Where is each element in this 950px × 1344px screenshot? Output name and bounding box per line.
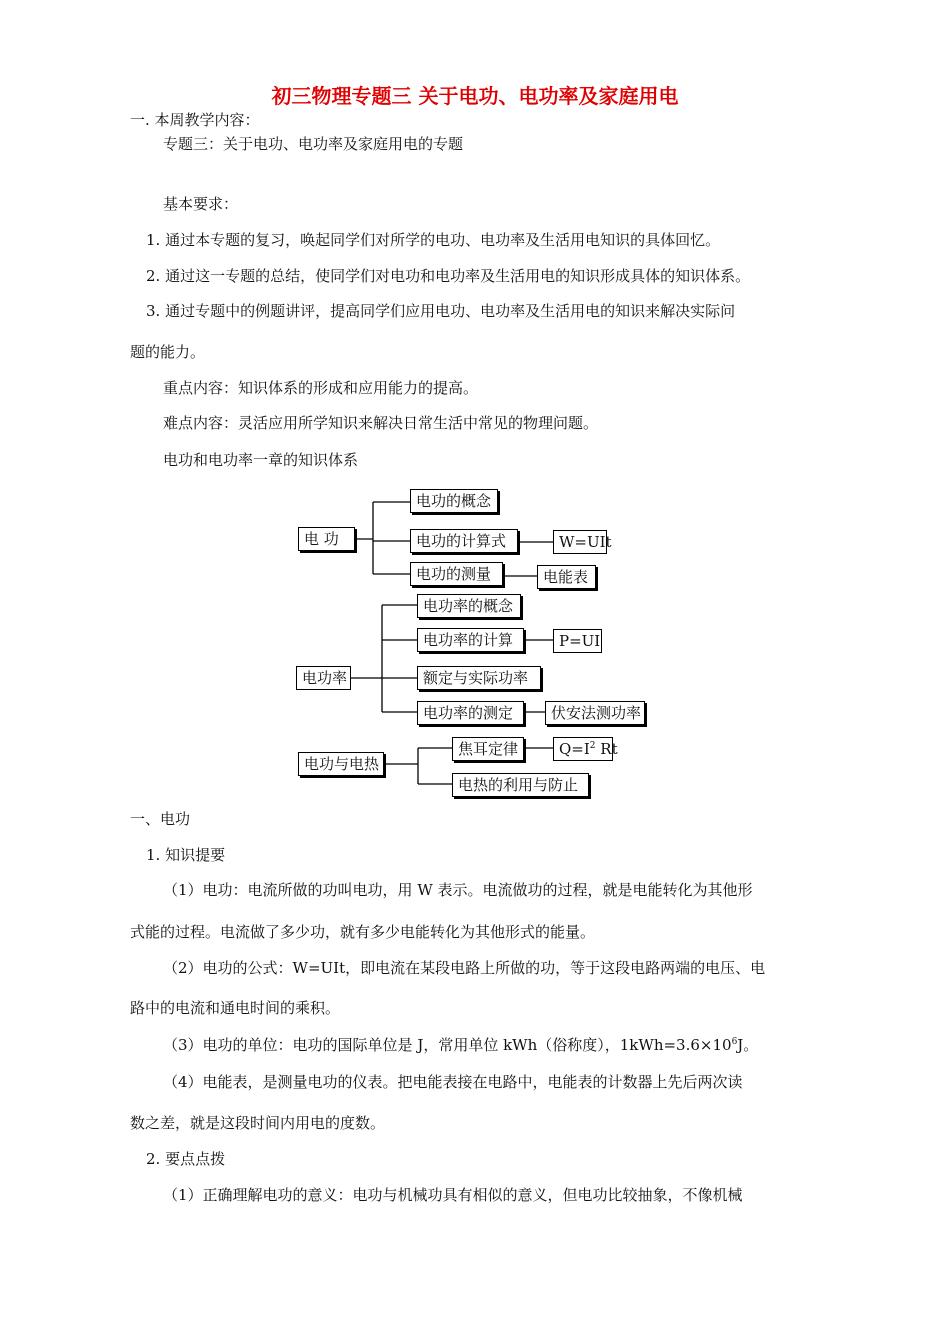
node-rated-actual-power: 额定与实际功率 [417,666,541,690]
node-power-concept: 电功率的概念 [417,594,521,618]
page-title: 初三物理专题三 关于电功、电功率及家庭用电 [271,84,679,108]
paragraph-5a: （1）正确理解电功的意义：电功与机械功具有相似的意义，但电功比较抽象，不像机械 [163,1186,743,1204]
paragraph-4b: 数之差，就是这段时间内用电的度数。 [130,1114,386,1132]
topic-line: 专题三：关于电功、电功率及家庭用电的专题 [163,135,464,153]
node-heat-use-prevention: 电热的利用与防止 [452,773,589,797]
difficult-content: 难点内容：灵活应用所学知识来解决日常生活中常见的物理问题。 [163,414,599,432]
paragraph-1b: 式能的过程。电流做了多少功，就有多少电能转化为其他形式的能量。 [130,923,596,941]
key-content: 重点内容：知识体系的形成和应用能力的提高。 [163,379,479,397]
paragraph-3-unit: J。 [737,1036,759,1054]
requirement-1: 1. 通过本专题的复习，唤起同学们对所学的电功、电功率及生活用电知识的具体回忆。 [146,231,721,249]
requirement-2: 2. 通过这一专题的总结，使同学们对电功和电功率及生活用电的知识形成具体的知识体系。 [146,267,751,285]
basic-requirements-label: 基本要求： [163,195,239,213]
section-heading-electric-work: 一、电功 [130,810,191,828]
paragraph-1a: （1）电功：电流所做的功叫电功，用 W 表示。电流做功的过程，就是电能转化为其他形 [163,881,753,899]
node-work-measurement: 电功的测量 [410,562,503,586]
formula-q-i2rt [553,737,618,761]
node-electric-power: 电功率 [296,666,351,690]
paragraph-3-exponent: 6 [731,1037,738,1047]
paragraph-2b: 路中的电流和通电时间的乘积。 [130,999,341,1017]
paragraph-2a: （2）电功的公式：W=UIt，即电流在某段电路上所做的功，等于这段电路两端的电压、电 [163,959,766,977]
node-power-measurement: 电功率的测定 [417,701,524,725]
node-electric-work: 电 功 [298,527,355,551]
node-joule-law: 焦耳定律 [452,737,524,761]
formula-q-tail: Rt [595,740,618,758]
formula-p-ui: P=UI [553,629,602,653]
subheading-knowledge-summary: 1. 知识提要 [146,846,226,864]
formula-w-uit: W=UIt [553,530,607,554]
node-energy-meter: 电能表 [537,565,596,589]
requirement-3b: 题的能力。 [130,343,206,361]
knowledge-system-title: 电功和电功率一章的知识体系 [163,451,359,469]
formula-q-base: Q=I [559,740,590,758]
node-voltammetry-method: 伏安法测功率 [545,701,645,725]
formula-q-exponent: 2 [589,741,596,751]
requirement-3a: 3. 通过专题中的例题讲评，提高同学们应用电功、电功率及生活用电的知识来解决实际问 [146,302,736,320]
paragraph-3 [163,1035,758,1055]
paragraph-3-text: （3）电功的单位：电功的国际单位是 J，常用单位 kWh（俗称度），1kWh=3.6×10 [163,1036,732,1054]
node-work-and-heat: 电功与电热 [298,752,384,776]
node-power-calculation: 电功率的计算 [417,628,524,652]
node-work-concept: 电功的概念 [410,489,498,513]
intro-heading: 一. 本周教学内容： [130,111,260,129]
paragraph-4a: （4）电能表，是测量电功的仪表。把电能表接在电路中，电能表的计数器上先后两次读 [163,1073,743,1091]
subheading-key-points: 2. 要点点拨 [146,1150,226,1168]
node-work-formula: 电功的计算式 [410,529,518,553]
